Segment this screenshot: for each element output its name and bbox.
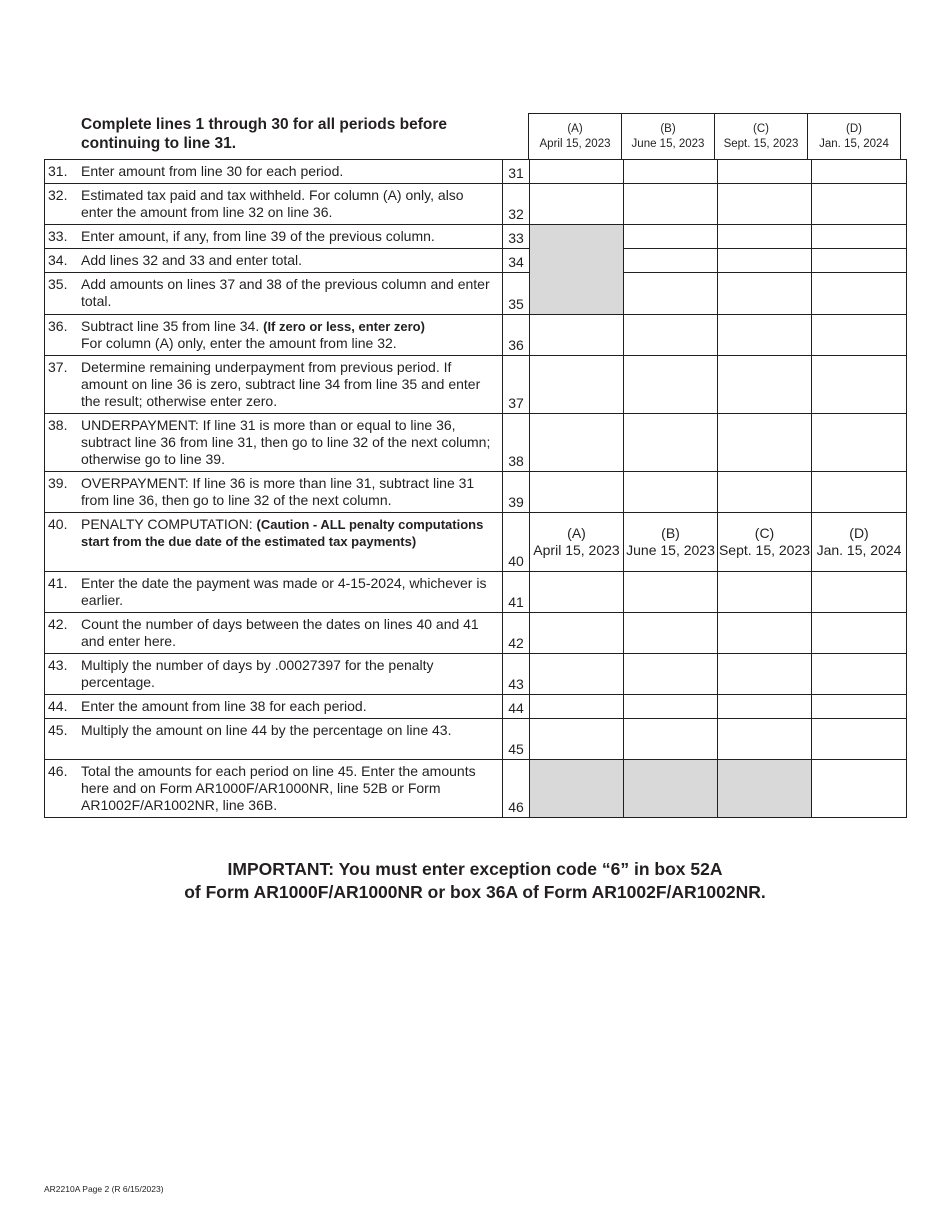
table-row bbox=[45, 315, 907, 356]
line-code: 38 bbox=[503, 414, 530, 472]
line-42-description: 42. Count the number of days between the dates on lines 40 and 41 and enter here. bbox=[45, 613, 503, 654]
line-32-col-a[interactable] bbox=[530, 184, 624, 225]
header-instruction: Complete lines 1 through 30 for all periods before continuing to line 31. bbox=[81, 116, 448, 152]
line-42-col-c[interactable] bbox=[718, 613, 812, 654]
line-code: 46 bbox=[503, 760, 530, 818]
line-46-col-d[interactable] bbox=[812, 760, 907, 818]
line-36-description: 36. Subtract line 35 from line 34. (If zero or less, enter zero) For column (A) only, enter the amount from line 32. bbox=[45, 315, 503, 356]
important-notice bbox=[0, 858, 950, 904]
line-37-col-d[interactable] bbox=[812, 356, 907, 414]
line-37-col-b[interactable] bbox=[624, 356, 718, 414]
line-37-col-a[interactable] bbox=[530, 356, 624, 414]
line-44-col-b[interactable] bbox=[624, 695, 718, 719]
table-row bbox=[45, 760, 907, 818]
line-36-col-d[interactable] bbox=[812, 315, 907, 356]
line-code: 42 bbox=[503, 613, 530, 654]
line-38-description: 38. UNDERPAYMENT: If line 31 is more than or equal to line 36, subtract line 36 from line 31, then go to line 32 of the next column; otherwise go to line 39. bbox=[45, 414, 503, 472]
column-header-d: (D) Jan. 15, 2024 bbox=[808, 114, 901, 160]
column-header-c: (C) Sept. 15, 2023 bbox=[718, 513, 812, 572]
line-31-col-b[interactable] bbox=[624, 160, 718, 184]
table-row bbox=[45, 225, 907, 249]
line-37-col-c[interactable] bbox=[718, 356, 812, 414]
table-row bbox=[45, 249, 907, 273]
line-38-col-d[interactable] bbox=[812, 414, 907, 472]
line-40-description: 40. PENALTY COMPUTATION: (Caution - ALL penalty computations start from the due date of the estimated tax payments) bbox=[45, 513, 503, 572]
table-row bbox=[45, 695, 907, 719]
column-header-d: (D) Jan. 15, 2024 bbox=[812, 513, 907, 572]
table-row bbox=[45, 356, 907, 414]
line-42-col-b[interactable] bbox=[624, 613, 718, 654]
line-42-col-a[interactable] bbox=[530, 613, 624, 654]
line-38-col-a[interactable] bbox=[530, 414, 624, 472]
line-35-col-c[interactable] bbox=[718, 273, 812, 315]
shaded-cell bbox=[718, 760, 812, 818]
shaded-cell bbox=[530, 225, 624, 315]
line-36-col-c[interactable] bbox=[718, 315, 812, 356]
line-34-description: 34. Add lines 32 and 33 and enter total. bbox=[45, 249, 503, 273]
line-42-col-d[interactable] bbox=[812, 613, 907, 654]
line-45-col-c[interactable] bbox=[718, 719, 812, 760]
table-row bbox=[45, 613, 907, 654]
line-43-col-b[interactable] bbox=[624, 654, 718, 695]
line-36-col-a[interactable] bbox=[530, 315, 624, 356]
line-41-col-c[interactable] bbox=[718, 572, 812, 613]
line-34-col-b[interactable] bbox=[624, 249, 718, 273]
line-code: 36 bbox=[503, 315, 530, 356]
line-32-col-b[interactable] bbox=[624, 184, 718, 225]
shaded-cell bbox=[530, 760, 624, 818]
line-43-description: 43. Multiply the number of days by .00027397 for the penalty percentage. bbox=[45, 654, 503, 695]
column-header-a: (A) April 15, 2023 bbox=[530, 513, 624, 572]
table-row bbox=[45, 719, 907, 760]
line-code: 45 bbox=[503, 719, 530, 760]
page-footer: AR2210A Page 2 (R 6/15/2023) bbox=[44, 1184, 164, 1194]
line-38-col-b[interactable] bbox=[624, 414, 718, 472]
line-code: 31 bbox=[503, 160, 530, 184]
line-39-col-d[interactable] bbox=[812, 472, 907, 513]
table-row bbox=[45, 160, 907, 184]
line-37-description: 37. Determine remaining underpayment from previous period. If amount on line 36 is zero, subtract line 34 from line 35 and enter the result; otherwise enter zero. bbox=[45, 356, 503, 414]
line-33-col-d[interactable] bbox=[812, 225, 907, 249]
line-45-col-d[interactable] bbox=[812, 719, 907, 760]
column-header-table bbox=[528, 113, 901, 159]
line-31-col-d[interactable] bbox=[812, 160, 907, 184]
column-header-a: (A) April 15, 2023 bbox=[529, 114, 622, 160]
line-41-col-d[interactable] bbox=[812, 572, 907, 613]
table-row bbox=[45, 414, 907, 472]
line-45-col-a[interactable] bbox=[530, 719, 624, 760]
column-header-b: (B) June 15, 2023 bbox=[624, 513, 718, 572]
important-line-2: of Form AR1000F/AR1000NR or box 36A of Form AR1002F/AR1002NR. bbox=[184, 882, 766, 902]
line-32-description: 32. Estimated tax paid and tax withheld. For column (A) only, also enter the amount from line 32 on line 36. bbox=[45, 184, 503, 225]
line-44-col-c[interactable] bbox=[718, 695, 812, 719]
table-row bbox=[45, 472, 907, 513]
line-39-col-b[interactable] bbox=[624, 472, 718, 513]
line-46-description: 46. Total the amounts for each period on line 45. Enter the amounts here and on Form AR1000F/AR1000NR, line 52B or Form AR1002F/AR1002NR, line 36B. bbox=[45, 760, 503, 818]
line-36-col-b[interactable] bbox=[624, 315, 718, 356]
line-31-description: 31. Enter amount from line 30 for each period. bbox=[45, 160, 503, 184]
line-38-col-c[interactable] bbox=[718, 414, 812, 472]
important-line-1: IMPORTANT: You must enter exception code “6” in box 52A bbox=[227, 859, 723, 879]
table-row bbox=[45, 572, 907, 613]
line-code: 44 bbox=[503, 695, 530, 719]
line-43-col-a[interactable] bbox=[530, 654, 624, 695]
line-39-col-c[interactable] bbox=[718, 472, 812, 513]
line-code: 40 bbox=[503, 513, 530, 572]
line-32-col-d[interactable] bbox=[812, 184, 907, 225]
form-table bbox=[44, 159, 907, 818]
line-43-col-d[interactable] bbox=[812, 654, 907, 695]
line-41-col-a[interactable] bbox=[530, 572, 624, 613]
line-33-col-c[interactable] bbox=[718, 225, 812, 249]
line-45-description: 45. Multiply the amount on line 44 by the percentage on line 43. bbox=[45, 719, 503, 760]
line-39-description: 39. OVERPAYMENT: If line 36 is more than line 31, subtract line 31 from line 36, then go to line 32 of the next column. bbox=[45, 472, 503, 513]
line-44-col-d[interactable] bbox=[812, 695, 907, 719]
line-code: 34 bbox=[503, 249, 530, 273]
table-row bbox=[45, 654, 907, 695]
line-44-description: 44. Enter the amount from line 38 for each period. bbox=[45, 695, 503, 719]
line-31-col-c[interactable] bbox=[718, 160, 812, 184]
line-32-col-c[interactable] bbox=[718, 184, 812, 225]
line-34-col-c[interactable] bbox=[718, 249, 812, 273]
line-33-description: 33. Enter amount, if any, from line 39 of the previous column. bbox=[45, 225, 503, 249]
line-43-col-c[interactable] bbox=[718, 654, 812, 695]
line-code: 37 bbox=[503, 356, 530, 414]
table-row bbox=[45, 513, 907, 572]
line-35-col-b[interactable] bbox=[624, 273, 718, 315]
line-code: 39 bbox=[503, 472, 530, 513]
line-39-col-a[interactable] bbox=[530, 472, 624, 513]
column-header-c: (C) Sept. 15, 2023 bbox=[715, 114, 808, 160]
table-row bbox=[45, 273, 907, 315]
line-31-col-a[interactable] bbox=[530, 160, 624, 184]
line-code: 32 bbox=[503, 184, 530, 225]
line-35-description: 35. Add amounts on lines 37 and 38 of the previous column and enter total. bbox=[45, 273, 503, 315]
line-code: 43 bbox=[503, 654, 530, 695]
line-35-col-d[interactable] bbox=[812, 273, 907, 315]
line-code: 41 bbox=[503, 572, 530, 613]
line-34-col-d[interactable] bbox=[812, 249, 907, 273]
line-44-col-a[interactable] bbox=[530, 695, 624, 719]
shaded-cell bbox=[624, 760, 718, 818]
line-code: 33 bbox=[503, 225, 530, 249]
line-41-col-b[interactable] bbox=[624, 572, 718, 613]
line-41-description: 41. Enter the date the payment was made or 4-15-2024, whichever is earlier. bbox=[45, 572, 503, 613]
line-33-col-b[interactable] bbox=[624, 225, 718, 249]
line-code: 35 bbox=[503, 273, 530, 315]
line-45-col-b[interactable] bbox=[624, 719, 718, 760]
column-header-b: (B) June 15, 2023 bbox=[622, 114, 715, 160]
table-row bbox=[45, 184, 907, 225]
